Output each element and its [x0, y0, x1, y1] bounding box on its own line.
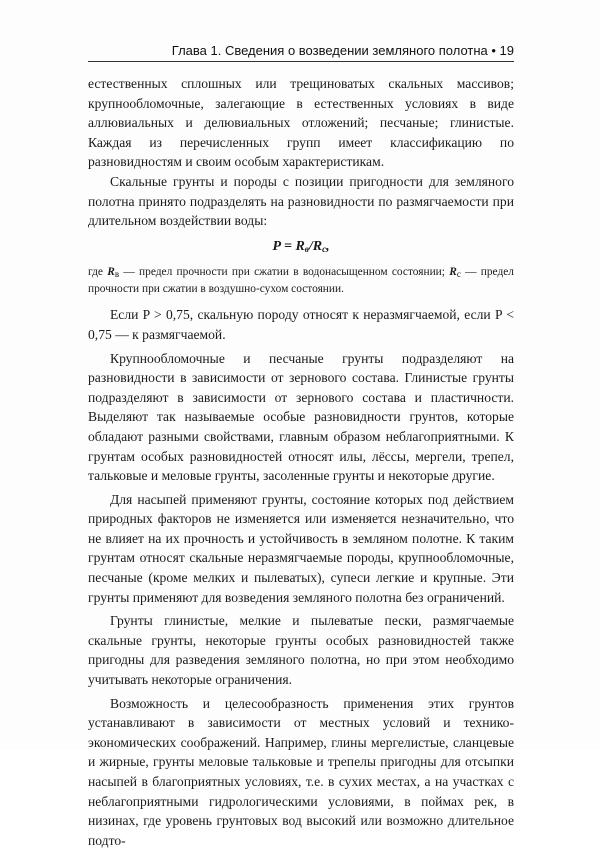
paragraph-4: Крупнообломочные и песчаные грунты подразделяют на разновидности в зависимости от зернового состава. Глинистые грунты подразделяют в зависимости от зернового состава и пластичности. Выделяют так называемые особые разновидности грунтов, которые обладают разными свойствами, главным образом неблагоприятными. К грунтам особых разновидностей относят илы, лёссы, мергели, трепел, тальковые и меловые грунты, засоленные грунты и некоторые другие.	[88, 350, 514, 484]
formula-sub-2: с	[322, 243, 327, 254]
definition-r1: R	[107, 266, 115, 279]
definition-part-1: где	[88, 266, 108, 279]
paragraph-1: естественных сплошных или трещиноватых скальных массивов; крупнообломочные, залегающие в естественных условиях в виде аллювиальных и делювиальных отложений; песчаные; глинистые. Каждая из перечисленных групп имеет классификацию по разновидностям и своим особым характеристикам.	[88, 76, 514, 170]
definition-part-2: — предел прочности при сжатии в водонасыщенном состоянии;	[119, 266, 450, 279]
paragraph-3: Если P > 0,75, скальную породу относят к неразмягчаемой, если P < 0,75 — к размягчаемой.	[88, 307, 514, 342]
paragraph-7: Возможность и целесообразность применения этих грунтов устанавливают в зависимости от местных условий и технико-экономических соображений. Например, глины мергелистые, сланцевые и жирные, грунты меловые тальковые и трепелы пригодны для отсыпки насыпей в благоприятных условиях, т.е. в сухих местах, а на участках с неблагоприятными гидрологическими условиями, в поймах рек, в низинах, где уровень грунтовых вод высокий или возможно длительное подто-	[88, 695, 514, 848]
definition-r1-sub: в	[114, 269, 120, 280]
paragraph-6: Грунты глинистые, мелкие и пылеватые пески, размягчаемые скальные грунты, некоторые грунты особых разновидностей также пригодны для разведения земляного полотна, но при этом необходимо учитывать некоторые ограничения.	[88, 613, 514, 688]
formula-end: ,	[326, 238, 330, 254]
paragraph-5: Для насыпей применяют грунты, состояние которых под действием природных факторов не изменяется или изменяется незначительно, что не влияет на их прочность и устойчивость в земляном полотне. К таким грунтам относят скальные неразмягчаемые породы, крупнообломочные, песчаные (кроме мелких и пылеватых), супеси легкие и крупные. Эти грунты применяют для возведения земляного полотна без ограничений.	[88, 491, 514, 605]
running-head: Глава 1. Сведения о возведении земляного полотна • 19	[88, 43, 514, 62]
definition-r2-sub: с	[456, 269, 461, 280]
formula-sub-1: в	[304, 243, 309, 254]
definition-r2: R	[449, 266, 457, 279]
formula-definition	[88, 265, 514, 297]
definition-part-3: — предел прочности при сжатии в воздушно-сухом состоянии.	[88, 266, 514, 296]
body-text	[88, 74, 514, 850]
formula-lhs: P = R	[272, 238, 305, 254]
formula-mid: /R	[308, 238, 323, 254]
formula	[88, 237, 514, 260]
paragraph-2: Скальные грунты и породы с позиции пригодности для земляного полотна принято подразделять на разновидности по размягчаемости при длительном воздействии воды:	[88, 173, 514, 229]
